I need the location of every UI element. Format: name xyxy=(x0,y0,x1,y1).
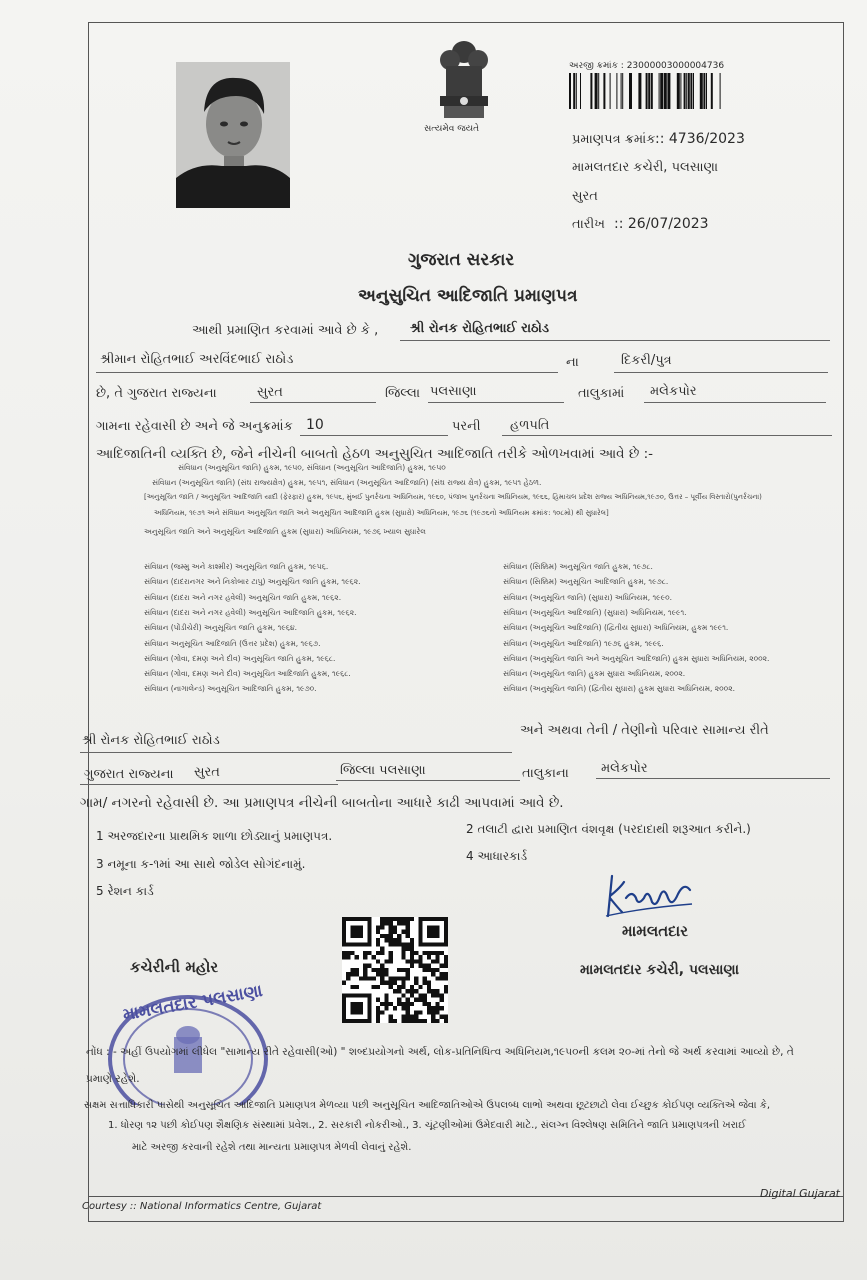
certificate-number: :: 4736/2023 xyxy=(655,131,745,147)
district-2: સુરત xyxy=(194,765,220,780)
order-item: સંવિધાન (અનુસૂચિત જાતિ) હુકમ સુધારા અધિનિયમ, ૨૦૦૨. xyxy=(503,669,686,679)
issuing-office: મામલતદાર કચેરી, પલસાણા xyxy=(572,160,719,175)
order-item: સંવિધાન (સિક્કિમ) અનુસૂચિત આદિજાતિ હુકમ, ૧૯૭૮. xyxy=(503,577,669,587)
order-item: સંવિધાન (સિક્કિમ) અનુસૂચિત જાતિ હુકમ, ૧૯૭૮. xyxy=(503,562,653,571)
applicant-name-2: શ્રી રોનક રોહિતભાઈ રાઠોડ xyxy=(82,733,220,748)
underline-relation xyxy=(614,372,828,373)
date-label: તારીખ xyxy=(572,217,605,232)
underline-caste xyxy=(502,435,832,436)
state-label-2: ગુજરાત રાજ્યના xyxy=(84,767,174,782)
order-item: સંવિધાન અનુસૂચિત આદિજાતિ (ઉત્તર પ્રદેશ) હુકમ, ૧૯૬૭. xyxy=(144,638,321,648)
order-item: સંવિધાન (દાદરાનગર અને નિકોબાર ટાપુ) અનુસૂચિત જાતિ હુકમ, ૧૯૬૨. xyxy=(144,577,361,587)
underline-jilla-2 xyxy=(336,780,520,781)
certificate-number-label: પ્રમાણપત્ર ક્રમાંક xyxy=(572,132,656,147)
order-item: સંવિધાન (દાદરા અને નગર હવેલી) અનુસૂચિત આદિજાતિ હુકમ, ૧૯૬૨. xyxy=(144,607,357,617)
issue-date: :: 26/07/2023 xyxy=(614,216,709,232)
tribe-statement: આદિજાતિની વ્યક્તિ છે, જેને નીચેની બાબતો હેઠળ અનુસુચિત આદિજાતિ તરીકે ઓળખવામાં આવે છે :- xyxy=(96,446,654,462)
father-name: શ્રીમાન રોહિતભાઈ અરવિંદભાઈ રાઠોડ xyxy=(100,352,294,367)
underline-taluka xyxy=(428,402,564,403)
seal-text: મામલતદાર પલસાણા xyxy=(121,980,265,1026)
law-line: સંવિધાન (અનુસૂચિત જાતિ) (સંઘ રાજ્યક્ષેત્ર) હુકમ, ૧૯૫૧, સંવિધાન (અનુસૂચિત આદિજાતિ) (સંઘ રાજ્ય ક્ષેત્ર) હુકમ, ૧૯૫૧ હેઠળ. xyxy=(152,478,542,487)
application-number: અરજી ક્રમાંક : 23000003000004736 xyxy=(569,61,725,71)
underline-name xyxy=(400,340,830,341)
document-item: 5 રેશન કાર્ડ xyxy=(96,884,154,898)
law-line: અનુસૂચિત જાતિ અને અનુસૂચિત આદિજાતિ હુકમ (સુધારા) અધિનિયમ, ૧૯૭૬ ખ્યાલ સુધારેલ xyxy=(144,527,426,536)
underline-district xyxy=(250,402,376,403)
district-value: સુરત xyxy=(257,385,283,400)
village-value: મલેકપોર xyxy=(650,384,697,399)
document-item: 1 અરજદારના પ્રાથમિક શાળા છોડ્યાનું પ્રમાણપત્ર. xyxy=(96,829,333,843)
ashoka-emblem-icon xyxy=(432,38,496,122)
signatory-title: મામલતદાર xyxy=(622,922,688,940)
footer-brand: Digital Gujarat xyxy=(759,1187,840,1200)
village-2: મલેકપોર xyxy=(601,761,648,776)
officer-signature xyxy=(602,868,698,926)
order-item: સંવિધાન (અનુસૂચિત જાતિ) (સુધારા) અધિનિયમ, ૧૯૯૦. xyxy=(503,592,672,602)
certify-prefix: આથી પ્રમાણિત કરવામાં આવે છે કે , xyxy=(192,323,379,338)
document-item: 2 તલાટી દ્વારા પ્રમાણિત વંશવૃક્ષ (પરદાદાથી શરૂઆત કરીને.) xyxy=(466,822,751,836)
underline-village-2 xyxy=(596,778,830,779)
serial-number: 10 xyxy=(306,417,324,433)
underline-district-2 xyxy=(80,784,338,785)
resident-text: ગામના રહેવાસી છે અને જે અનુક્રમાંક xyxy=(96,419,293,434)
footer-courtesy: Courtesy :: National Informatics Centre, Gujarat xyxy=(82,1201,322,1212)
law-line: [અનુસૂચિત જાતિ / અનુસૂચિત આદિજાતિ યાદી (ફેરફાર) હુકમ, ૧૯૫૬, મુંબઈ પુનર્રચના અધિનિયમ, ૧૯૬૦, પંજાબ પુનર્રચના અધિનિયમ, ૧૯૬૬, હિમાચલ પ્રદેશ રાજ્ય અધિનિયમ,૧૯૭૦, ઉત્તર – પૂર્વીય વિસ્તારો(પુનર્રચના) xyxy=(144,493,762,501)
underline-father xyxy=(96,372,558,373)
relation: દિકરી/પુત્ર xyxy=(621,353,672,368)
order-item: સંવિધાન (નાગાલેન્ડ) અનુસૂચિત આદિજાતિ હુકમ, ૧૯૭૦. xyxy=(144,684,317,694)
order-item: સંવિધાન (અનુસૂચિત આદિજાતિ) ૧૯૭૬ હુકમ, ૧૯૯૬. xyxy=(503,638,664,648)
applicant-photo xyxy=(176,62,290,208)
footer xyxy=(82,1187,844,1223)
order-item: સંવિધાન (અનુસૂચિત જાતિ) (દ્વિતીય સુધારા) હુકમ સુધારા અધિનિયમ, ૨૦૦૨. xyxy=(503,684,735,694)
note-line: નોંધ : - અહીં ઉપયોગમાં લીધેલ "સામાન્ય રીતે રહેવાસી(ઓ) " શબ્દપ્રયોગનો અર્થ, લોક-પ્રતિનિધિત્વ અધિનિયમ,૧૯૫૦ની કલમ ૨૦-માં તેનો જે અર્થ કરવામાં આવ્યો છે, તે xyxy=(86,1046,794,1058)
document-item: 3 નમૂના ક-૧માં આ સાથે જોડેલ સોગંદનામું. xyxy=(96,857,306,871)
state-text: છે, તે ગુજરાત રાજ્યના xyxy=(96,386,217,401)
note-line: પ્રમાણે રહેશે. xyxy=(86,1073,140,1085)
issued-basis-line: ગામ/ નગરનો રહેવાસી છે. આ પ્રમાણપત્ર નીચેની બાબતોના આધારે કાઢી આપવામાં આવે છે. xyxy=(80,795,564,811)
order-item: સંવિધાન (ગોવા, દમણ અને દીવ) અનુસૂચિત જાતિ હુકમ, ૧૯૬૮. xyxy=(144,653,336,663)
order-item: સંવિધાન (ગોવા, દમણ અને દીવ) અનુસૂચિત આદિજાતિ હુકમ, ૧૯૬૮. xyxy=(144,669,351,679)
underline-name-2 xyxy=(80,752,512,753)
note-line: સક્ષમ સત્તાધિકારી પાસેથી અનુસૂચિત આદિજાતિ પ્રમાણપત્ર મેળવ્યા પછી અનુસૂચિત આદિજાતિઓએ ઉપલબ્ધ લાભો અથવા છૂટછાટો લેવા ઈચ્છુક કોઈપણ વ્યક્તિએ જેવા કે, xyxy=(84,1100,771,1111)
district-top: સુરત xyxy=(572,189,598,204)
taluka-value: પલસાણા xyxy=(430,384,477,399)
document-item: 4 આધારકાર્ડ xyxy=(466,849,528,863)
note-line: માટે અરજી કરવાની રહેશે તથા માન્યતા પ્રમાણપત્ર મેળવી લેવાનું રહેશે. xyxy=(132,1142,412,1153)
note-line: 1. ધોરણ ૧૨ પછી કોઈપણ શૈક્ષણિક સંસ્થામાં પ્રવેશ., 2. સરકારી નોકરીઓ., 3. ચૂંટણીઓમાં ઉમેદવારી માટે., સંલગ્ન વિશ્લેષણ સમિતિને જાતિ પ્રમાણપત્રની ખરાઈ xyxy=(108,1120,746,1131)
family-text: અને અથવા તેની / તેણીનો પરિવાર સામાન્ય રીતે xyxy=(520,723,769,738)
signatory-office: મામલતદાર કચેરી, પલસાણા xyxy=(580,962,740,978)
order-item: સંવિધાન (પોંડીચેરી) અનુસૂચિત જાતિ હુકમ, ૧૯૬૪. xyxy=(144,623,298,633)
parni-text: પરની xyxy=(452,419,481,434)
na-text: ના xyxy=(566,355,579,370)
talukama-label: તાલુકામાં xyxy=(578,386,625,401)
underline-serial xyxy=(300,435,448,436)
underline-village xyxy=(644,402,826,403)
government-title: ગુજરાત સરકાર xyxy=(408,250,515,270)
office-seal-label: કચેરીની મહોર xyxy=(130,958,219,976)
law-line: અધિનિયમ, ૧૯૭૧ અને સંવિધાન અનુસૂચિત જાતિ અને અનુસૂચિત આદિજાતિ હુકમ (સુધારો) અધિનિયમ, ૧૯૭૬ (૧૯૭૬નો અધિનિયમ ક્રમાંક: ૧૦૮મો) થી સુધારેલ] xyxy=(154,509,609,517)
applicant-name: શ્રી રોનક રોહિતભાઈ રાઠોડ xyxy=(410,321,549,336)
law-line: સંવિધાન (અનુસૂચિત જાતિ) હુકમ, ૧૯૫૦, સંવિધાન (અનુસૂચિત આદિજાતિ) હુકમ, ૧૯૫૦ xyxy=(178,463,446,472)
order-item: સંવિધાન (અનુસૂચિત જાતિ અને અનુસૂચિત આદિજાતિ) હુકમ સુધારા અધિનિયમ, ૨૦૦૨. xyxy=(503,653,770,663)
jilla-label: જિલ્લા xyxy=(385,386,421,401)
certificate-title: અનુસુચિત આદિજાતિ પ્રમાણપત્ર xyxy=(358,286,578,306)
emblem-motto: સત્યમેવ જયતે xyxy=(424,124,480,134)
order-item: સંવિધાન (જમ્મુ અને કાશ્મીર) અનુસૂચિત જાતિ હુકમ, ૧૯૫૬. xyxy=(144,562,329,571)
caste-value: હળપતિ xyxy=(510,418,550,433)
barcode xyxy=(569,73,731,109)
talukana-label: તાલુકાના xyxy=(522,766,569,781)
national-emblem xyxy=(424,38,496,138)
order-item: સંવિધાન (દાદરા અને નગર હવેલી) અનુસૂચિત જાતિ હુકમ, ૧૯૬૨. xyxy=(144,592,342,602)
order-item: સંવિધાન (અનુસૂચિત આદિજાતિ) (દ્વિતીય સુધારા) અધિનિયમ, હુકમ ૧૯૯૧. xyxy=(503,623,729,633)
jilla-taluka-2: જિલ્લા પલસાણા xyxy=(340,763,426,778)
qr-code xyxy=(342,917,448,1023)
order-item: સંવિધાન (અનુસૂચિત આદિજાતિ) (સુધારા) અધિનિયમ, ૧૯૯૧. xyxy=(503,607,687,617)
